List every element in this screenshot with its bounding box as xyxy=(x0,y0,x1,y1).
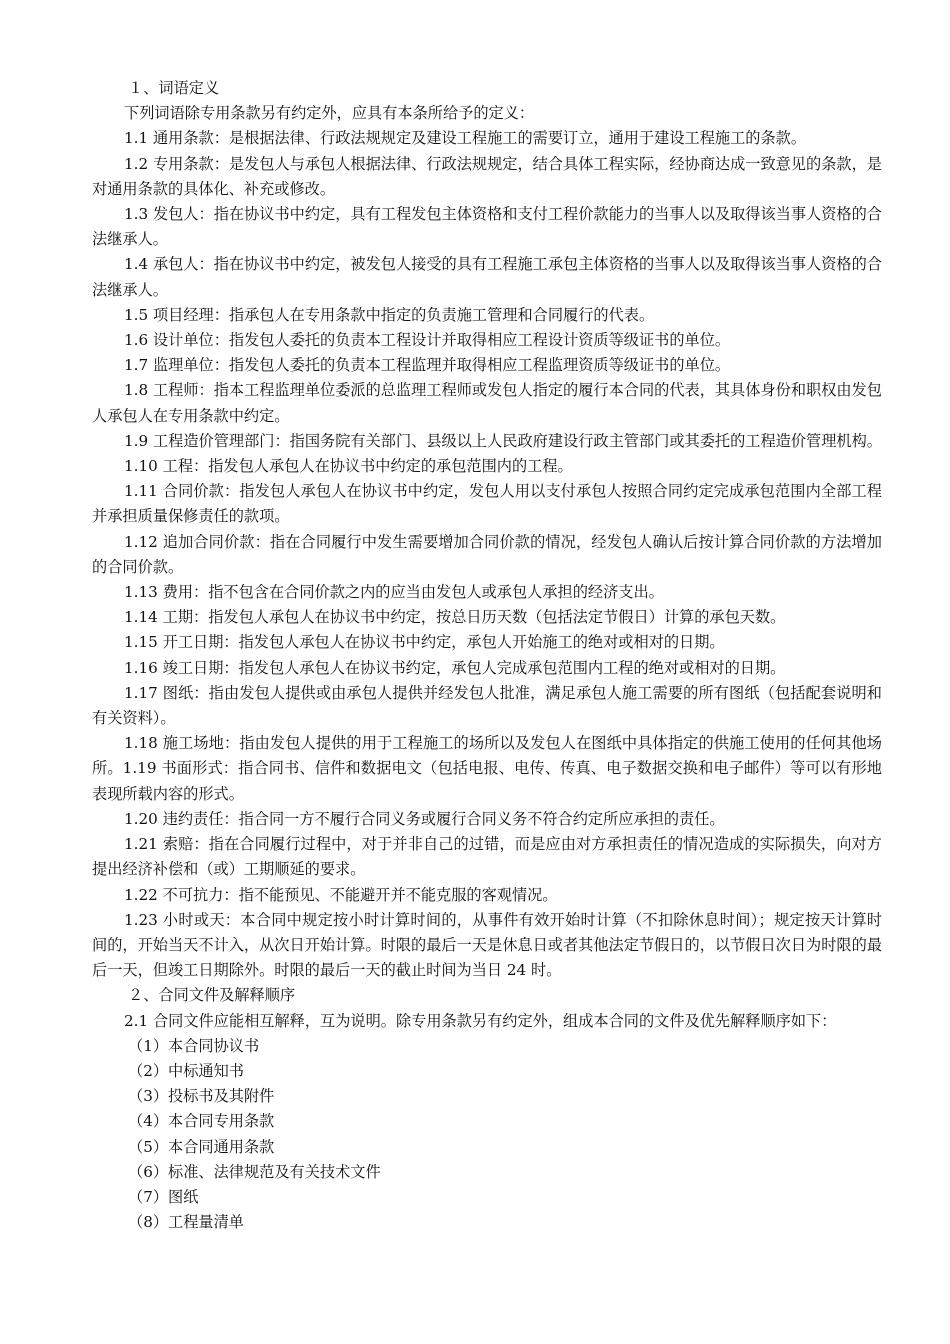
clause-1-16: 1.16 竣工日期：指发包人承包人在协议书约定，承包人完成承包范围内工程的绝对或相对的日期。 xyxy=(124,658,786,677)
clause-1-14: 1.14 工期：指发包人承包人在协议书中约定，按总日历天数（包括法定节假日）计算的承包天数。 xyxy=(124,608,786,627)
clause-1-3: 1.3 发包人：指在协议书中约定，具有工程发包主体资格和支付工程价款能力的当事人以及取得该当事人资格的合法继承人。 xyxy=(92,205,882,249)
list-item: （7）图纸 xyxy=(128,1187,199,1206)
clause-1-5: 1.5 项目经理：指承包人在专用条款中指定的负责施工管理和合同履行的代表。 xyxy=(124,305,655,324)
clause-1-18-1-19: 1.18 施工场地：指由发包人提供的用于工程施工的场所以及发包人在图纸中具体指定的供施工使用的任何其他场所。1.19 书面形式：指合同书、信件和数据电文（包括电报、电传、传真、电子数据交换和电子邮件）等可以有形地表现所载内容的形式。 xyxy=(92,734,882,803)
section-heading-1: １、词语定义 xyxy=(128,79,220,97)
clause-1-11: 1.11 合同价款：指发包人承包人在协议书中约定，发包人用以支付承包人按照合同约定完成承包范围内全部工程并承担质量保修责任的款项。 xyxy=(92,482,882,526)
clause-1-21: 1.21 索赔：指在合同履行过程中，对于并非自己的过错，而是应由对方承担责任的情况造成的实际损失，向对方提出经济补偿和（或）工期顺延的要求。 xyxy=(92,835,882,879)
clause-1-1: 1.1 通用条款：是根据法律、行政法规规定及建设工程施工的需要订立，通用于建设工程施工的条款。 xyxy=(124,129,807,148)
list-item: （4）本合同专用条款 xyxy=(128,1112,275,1131)
clause-1-6: 1.6 设计单位：指发包人委托的负责本工程设计并取得相应工程设计资质等级证书的单位。 xyxy=(124,331,731,350)
list-item: （2）中标通知书 xyxy=(128,1061,244,1080)
clause-1-17: 1.17 图纸：指由发包人提供或由承包人提供并经发包人批准，满足承包人施工需要的所有图纸（包括配套说明和有关资料）。 xyxy=(92,683,882,728)
list-item: （5）本合同通用条款 xyxy=(128,1137,275,1156)
clause-1-15: 1.15 开工日期：指发包人承包人在协议书中约定，承包人开始施工的绝对或相对的日期。 xyxy=(124,633,725,652)
clause-1-20: 1.20 违约责任：指合同一方不履行合同义务或履行合同义务不符合约定所应承担的责任。 xyxy=(124,809,725,828)
clause-1-2: 1.2 专用条款：是发包人与承包人根据法律、行政法规规定，结合具体工程实际，经协商达成一致意见的条款，是对通用条款的具体化、补充或修改。 xyxy=(92,154,882,198)
list-item: （6）标准、法律规范及有关技术文件 xyxy=(128,1162,381,1181)
clause-1-22: 1.22 不可抗力：指不能预见、不能避开并不能克服的客观情况。 xyxy=(124,885,558,904)
clause-2-1: 2.1 合同文件应能相互解释，互为说明。除专用条款另有约定外，组成本合同的文件及优先解释顺序如下： xyxy=(124,1011,837,1030)
intro-paragraph: 下列词语除专用条款另有约定外，应具有本条所给予的定义： xyxy=(124,104,535,123)
section-heading-2: ２、合同文件及解释顺序 xyxy=(128,986,296,1005)
clause-1-4: 1.4 承包人：指在协议书中约定，被发包人接受的具有工程施工承包主体资格的当事人以及取得该当事人资格的合法继承人。 xyxy=(92,255,882,299)
clause-1-8: 1.8 工程师：指本工程监理单位委派的总监理工程师或发包人指定的履行本合同的代表，其具体身份和职权由发包人承包人在专用条款中约定。 xyxy=(92,381,882,425)
clause-1-12: 1.12 追加合同价款：指在合同履行中发生需要增加合同价款的情况，经发包人确认后按计算合同价款的方法增加的合同价款。 xyxy=(92,532,882,576)
clause-1-23: 1.23 小时或天：本合同中规定按小时计算时间的，从事件有效开始时计算（不扣除休息时间）；规定按天计算时间的，开始当天不计入，从次日开始计算。时限的最后一天是休息日或者其他法定节假日的，以节假日次日为时限的最后一天，但竣工日期除外。时限的最后一天的截止时间为当日 24 时。 xyxy=(92,910,882,980)
list-item: （8）工程量清单 xyxy=(128,1213,244,1232)
clause-1-7: 1.7 监理单位：指发包人委托的负责本工程监理并取得相应工程监理资质等级证书的单位。 xyxy=(124,356,731,375)
clause-1-9: 1.9 工程造价管理部门：指国务院有关部门、县级以上人民政府建设行政主管部门或其委托的工程造价管理机构。 xyxy=(124,431,882,450)
document-body xyxy=(92,76,882,1235)
clause-1-13: 1.13 费用：指不包含在合同价款之内的应当由发包人或承包人承担的经济支出。 xyxy=(124,583,664,602)
clause-1-10: 1.10 工程：指发包人承包人在协议书中约定的承包范围内的工程。 xyxy=(124,457,573,476)
list-item: （3）投标书及其附件 xyxy=(128,1087,275,1106)
list-item: （1）本合同协议书 xyxy=(128,1036,260,1055)
